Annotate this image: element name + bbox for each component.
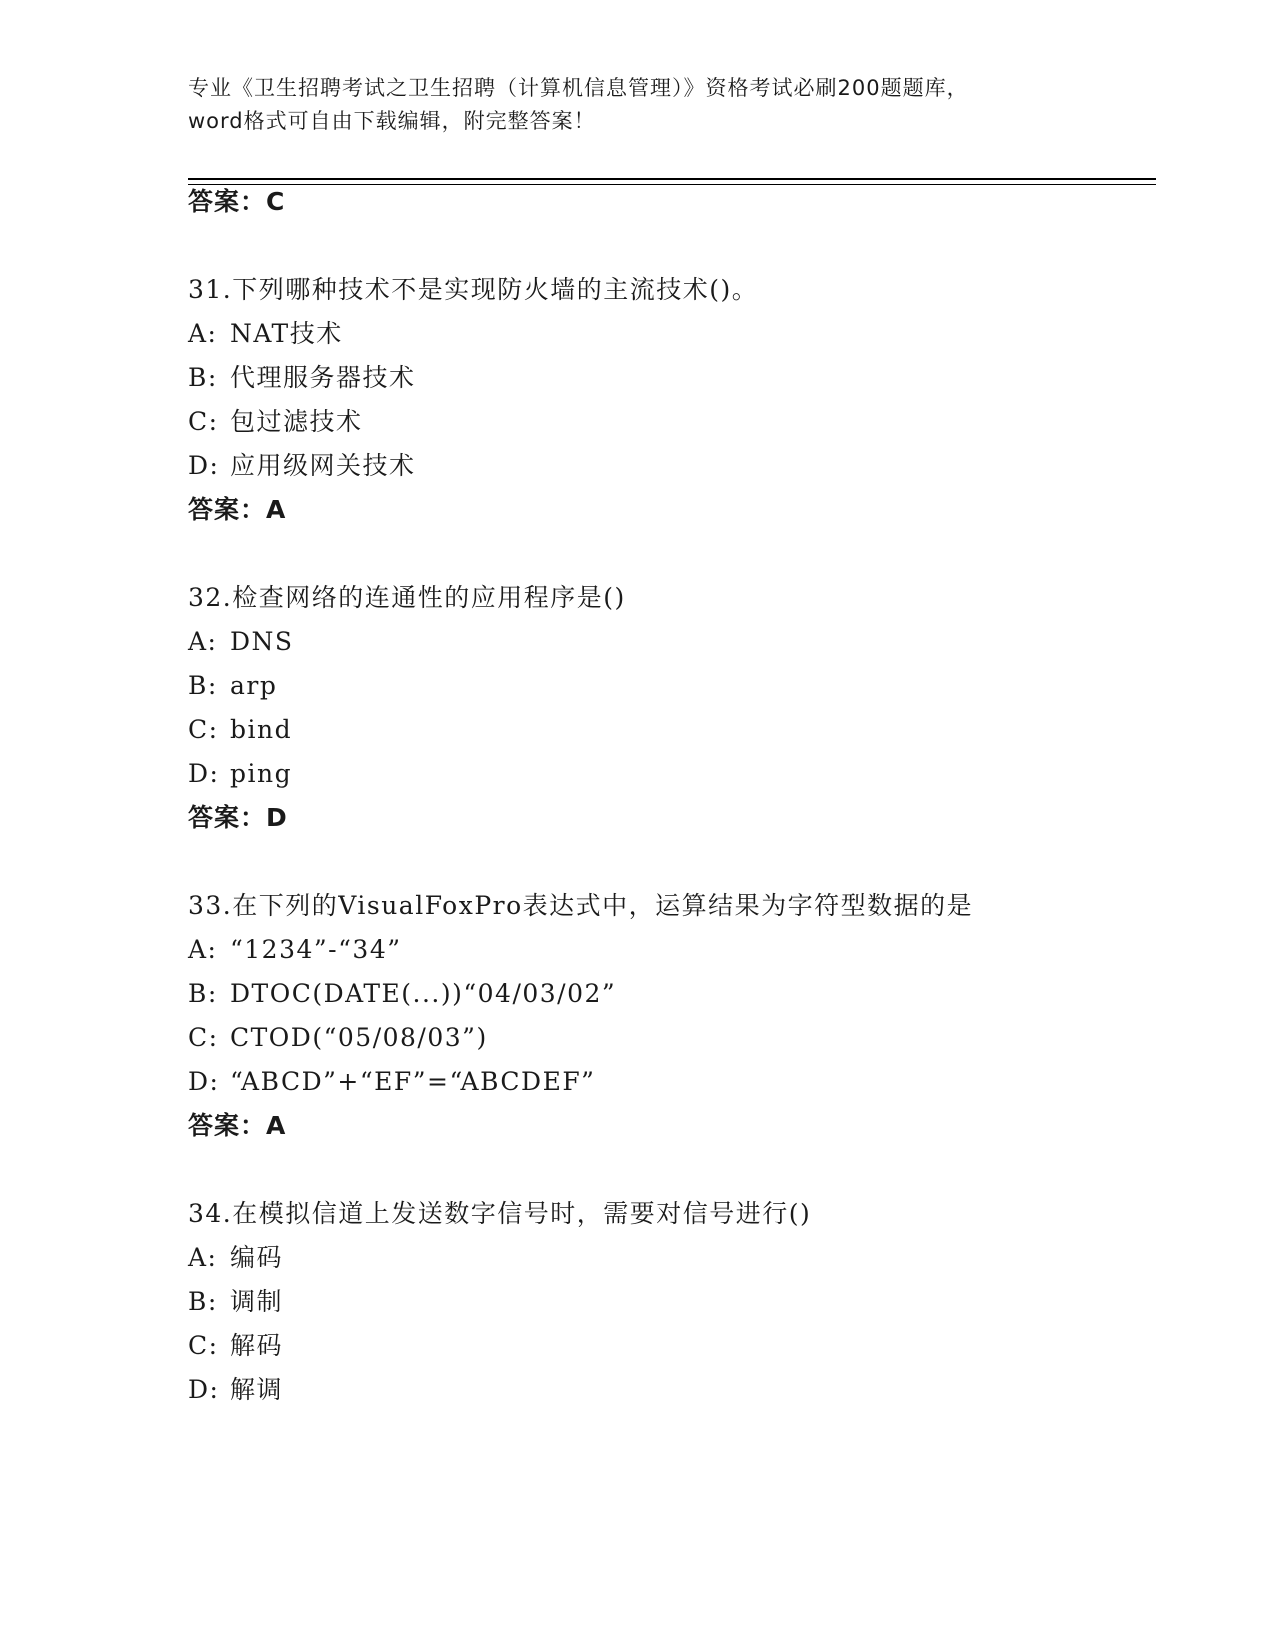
option-text: 解调	[230, 1375, 284, 1404]
option-label: C:	[188, 1023, 219, 1052]
q34-option-c	[188, 1330, 283, 1362]
option-label: D:	[188, 1375, 220, 1404]
q33-option-a	[188, 934, 402, 966]
option-label: A:	[188, 935, 218, 964]
option-text: 编码	[230, 1243, 284, 1272]
q33-option-d	[188, 1066, 595, 1098]
question-34: 34.在模拟信道上发送数字信号时，需要对信号进行()	[188, 1199, 812, 1228]
q33-option-c	[188, 1022, 488, 1054]
header-divider-thin	[188, 184, 1156, 185]
option-text: DTOC(DATE(...))“04/03/02”	[230, 979, 617, 1008]
answer-30: 答案：C	[188, 187, 286, 216]
header-line-2: word格式可自由下载编辑，附完整答案！	[188, 109, 596, 133]
option-text: “ABCD”+“EF”=“ABCDEF”	[230, 1067, 596, 1096]
option-text: DNS	[230, 627, 294, 656]
option-text: 包过滤技术	[230, 407, 363, 436]
q33-option-b	[188, 978, 616, 1010]
option-text: 调制	[230, 1287, 284, 1316]
q31-option-b	[188, 362, 416, 394]
option-label: C:	[188, 407, 219, 436]
q32-option-b	[188, 670, 277, 702]
q32-option-c	[188, 714, 292, 746]
option-label: B:	[188, 1287, 218, 1316]
header-line-1: 专业《卫生招聘考试之卫生招聘（计算机信息管理）》资格考试必刷200题题库，	[188, 76, 969, 100]
option-text: 应用级网关技术	[230, 451, 416, 480]
option-text: “1234”-“34”	[230, 935, 402, 964]
option-label: C:	[188, 715, 219, 744]
option-text: bind	[230, 715, 293, 744]
option-text: arp	[230, 671, 278, 700]
q31-option-c	[188, 406, 363, 438]
q34-option-b	[188, 1286, 283, 1318]
answer-33: 答案：A	[188, 1111, 287, 1140]
document-header	[188, 72, 1088, 138]
answer-32: 答案：D	[188, 803, 288, 832]
option-text: CTOD(“05/08/03”)	[230, 1023, 488, 1052]
option-label: A:	[188, 627, 218, 656]
question-32: 32.检查网络的连通性的应用程序是()	[188, 583, 626, 612]
option-label: A:	[188, 319, 218, 348]
option-text: 代理服务器技术	[230, 363, 416, 392]
header-divider-thick	[188, 178, 1156, 180]
question-33: 33.在下列的VisualFoxPro表达式中，运算结果为字符型数据的是	[188, 891, 974, 920]
answer-31: 答案：A	[188, 495, 287, 524]
option-label: A:	[188, 1243, 218, 1272]
option-label: D:	[188, 1067, 220, 1096]
q34-option-d	[188, 1374, 283, 1406]
option-label: B:	[188, 979, 218, 1008]
option-label: B:	[188, 363, 218, 392]
q32-option-d	[188, 758, 292, 790]
q32-option-a	[188, 626, 294, 658]
option-text: ping	[230, 759, 293, 788]
question-31: 31.下列哪种技术不是实现防火墙的主流技术()。	[188, 275, 759, 304]
option-text: 解码	[230, 1331, 284, 1360]
option-label: B:	[188, 671, 218, 700]
q31-option-a	[188, 318, 343, 350]
option-text: NAT技术	[230, 319, 343, 348]
option-label: D:	[188, 451, 220, 480]
q31-option-d	[188, 450, 416, 482]
option-label: D:	[188, 759, 220, 788]
q34-option-a	[188, 1242, 283, 1274]
option-label: C:	[188, 1331, 219, 1360]
